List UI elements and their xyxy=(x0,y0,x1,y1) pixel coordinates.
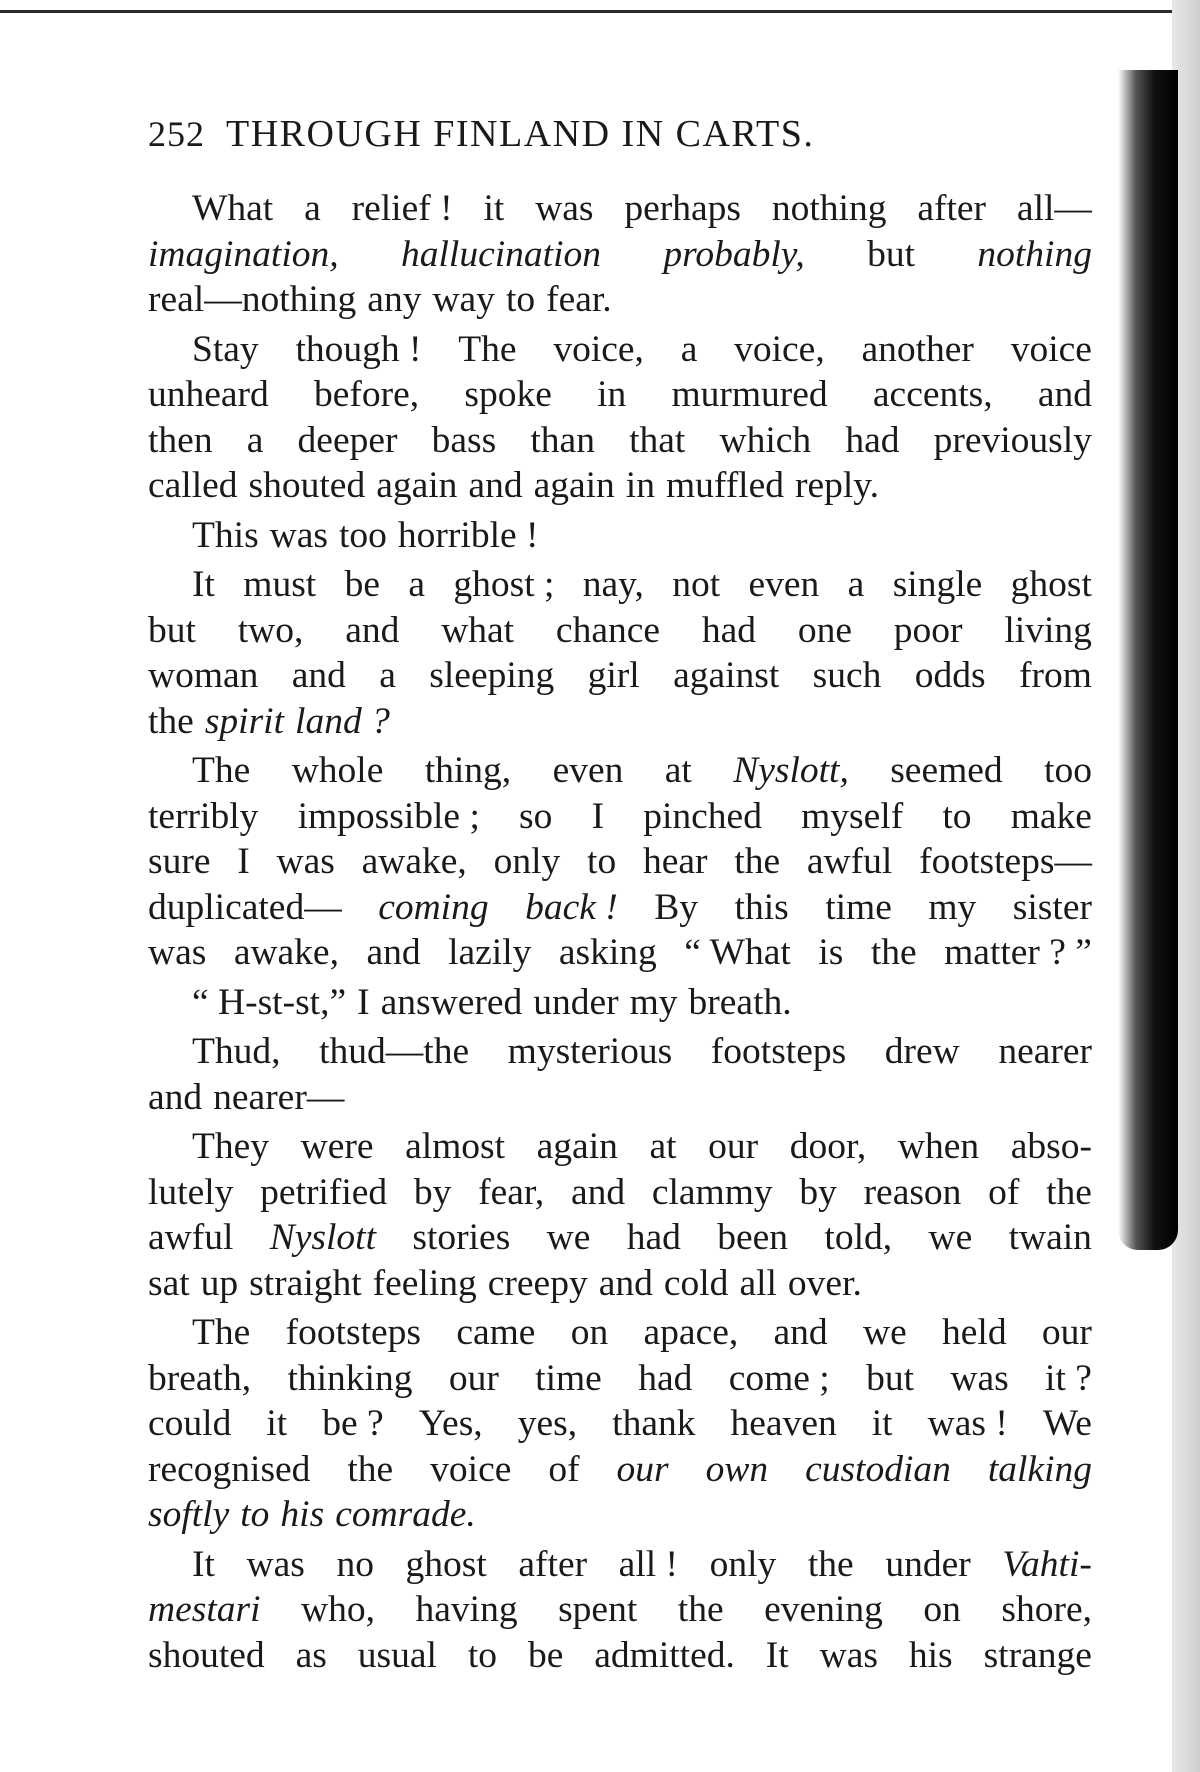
word: was ! xyxy=(927,1403,1008,1444)
word: back ! xyxy=(525,886,618,928)
word: time xyxy=(825,886,892,928)
word: so xyxy=(519,795,553,837)
word: again xyxy=(533,465,615,506)
page-header xyxy=(148,112,1092,172)
word: answered xyxy=(380,981,523,1023)
word: come ; xyxy=(728,1357,830,1399)
word: is xyxy=(818,932,844,973)
word: who, xyxy=(301,1589,375,1630)
word: woman xyxy=(148,655,259,696)
word: sister xyxy=(1012,886,1092,928)
word: They xyxy=(192,1126,270,1167)
word: too xyxy=(339,514,387,556)
text-line xyxy=(148,277,1092,323)
text-line xyxy=(148,1029,1092,1075)
text-line xyxy=(148,1215,1092,1261)
word: Nyslott xyxy=(269,1217,377,1258)
word: perhaps xyxy=(624,188,742,229)
word: The xyxy=(192,750,251,791)
word: twain xyxy=(1008,1217,1092,1258)
word: custodian xyxy=(805,1448,951,1490)
word: to xyxy=(942,795,972,837)
word: as xyxy=(295,1634,327,1676)
word: lutely xyxy=(148,1171,234,1213)
word: sure xyxy=(148,841,211,882)
word: talking xyxy=(987,1448,1092,1490)
word: one xyxy=(797,609,852,651)
word: reply. xyxy=(795,465,879,506)
word: held xyxy=(942,1312,1007,1353)
word: when xyxy=(897,1126,980,1167)
word: sat xyxy=(148,1262,190,1304)
text-line xyxy=(148,1261,1092,1307)
body-text xyxy=(148,186,1092,1678)
word: petrified xyxy=(260,1171,388,1213)
text-line xyxy=(148,699,1092,745)
word: that xyxy=(629,419,686,461)
binding-shadow xyxy=(1118,70,1178,1250)
word: we xyxy=(546,1217,591,1258)
word: The xyxy=(192,1312,251,1353)
word: at xyxy=(664,750,692,791)
word: living xyxy=(1004,609,1092,651)
text-line xyxy=(148,1124,1092,1170)
word: recognised xyxy=(148,1448,311,1490)
word: ghost ; xyxy=(453,564,555,605)
word: not xyxy=(672,564,721,605)
word: was xyxy=(819,1634,878,1676)
word: drew xyxy=(884,1031,960,1072)
word: could xyxy=(148,1403,232,1444)
word: This xyxy=(192,514,259,556)
word: girl xyxy=(587,655,640,696)
word: under xyxy=(885,1543,971,1585)
word: and xyxy=(148,1076,203,1118)
word: mestari xyxy=(148,1589,261,1630)
text-line xyxy=(148,513,1092,559)
word: previously xyxy=(933,419,1092,461)
word: was xyxy=(246,1543,305,1585)
word: in xyxy=(625,465,655,506)
word: to xyxy=(240,1494,270,1535)
word: a xyxy=(304,188,321,229)
word: was xyxy=(276,841,335,882)
word: evening xyxy=(764,1589,883,1630)
word: abso- xyxy=(1010,1126,1092,1167)
text-line xyxy=(148,930,1092,976)
word: whole xyxy=(291,750,384,791)
word: his xyxy=(908,1634,953,1676)
word: voice xyxy=(1010,328,1092,370)
word: the xyxy=(148,700,194,742)
word: nothing xyxy=(977,233,1092,275)
word: all ! xyxy=(618,1543,679,1585)
word: fear. xyxy=(546,279,612,320)
word: duplicated— xyxy=(148,886,342,928)
text-line xyxy=(148,232,1092,278)
word: then xyxy=(148,419,213,461)
word: awful xyxy=(806,841,893,882)
word: spent xyxy=(558,1589,638,1630)
text-line xyxy=(148,1356,1092,1402)
word: chance xyxy=(555,609,660,651)
word: probably, xyxy=(663,233,805,275)
running-head: THROUGH FINLAND IN CARTS. xyxy=(226,113,815,155)
word: thank xyxy=(612,1403,696,1444)
word: a xyxy=(379,655,396,696)
word: under xyxy=(533,981,619,1023)
word: told, xyxy=(824,1217,893,1258)
word: the xyxy=(734,841,781,882)
word: had xyxy=(701,609,756,651)
word: unheard xyxy=(148,374,269,415)
word: must xyxy=(243,564,317,605)
word: reason xyxy=(863,1171,962,1213)
word: only xyxy=(709,1543,777,1585)
word: but xyxy=(867,233,916,275)
word: deeper xyxy=(297,419,398,461)
word: a xyxy=(246,419,264,461)
word: even xyxy=(552,750,624,791)
word: voice xyxy=(430,1448,512,1490)
word: two, xyxy=(237,609,304,651)
word: comrade. xyxy=(335,1494,476,1535)
word: we xyxy=(862,1312,907,1353)
word: imagination, xyxy=(148,233,339,275)
word: was xyxy=(269,514,328,556)
word: be xyxy=(344,564,380,605)
book-page xyxy=(148,112,1092,1678)
word: thinking xyxy=(287,1357,413,1399)
word: on xyxy=(923,1589,961,1630)
page-number: 252 xyxy=(148,114,205,154)
word: Nyslott, xyxy=(733,750,849,791)
word: hallucination xyxy=(401,233,602,275)
word: on xyxy=(570,1312,609,1353)
word: the xyxy=(870,932,917,973)
word: The xyxy=(458,328,517,370)
word: after xyxy=(917,188,987,229)
word: poor xyxy=(893,609,963,651)
word: I xyxy=(591,795,605,837)
word: nearer xyxy=(998,1031,1092,1072)
word: voice, xyxy=(734,328,825,370)
word: yes, xyxy=(517,1403,578,1444)
word: shore, xyxy=(1001,1589,1092,1630)
word: be ? xyxy=(322,1403,384,1444)
word: all xyxy=(739,1262,777,1304)
word: creepy xyxy=(487,1262,588,1304)
word: I xyxy=(237,841,250,882)
word: seemed xyxy=(890,750,1003,791)
word: It xyxy=(192,1543,215,1585)
word: Yes, xyxy=(418,1403,483,1444)
word: pinched xyxy=(643,795,762,837)
word: clammy xyxy=(651,1171,773,1213)
word: fear, xyxy=(478,1171,545,1213)
word: heaven xyxy=(730,1403,837,1444)
word: and xyxy=(773,1312,828,1353)
word: up xyxy=(200,1262,239,1304)
word: our xyxy=(1041,1312,1092,1353)
word: his xyxy=(280,1494,325,1535)
top-rule xyxy=(0,10,1200,13)
word: Vahti- xyxy=(1002,1543,1092,1585)
word: and xyxy=(1037,374,1092,415)
word: mysterious xyxy=(507,1031,673,1072)
word: muffled xyxy=(665,465,784,506)
word: had xyxy=(626,1217,681,1258)
text-line xyxy=(148,1170,1092,1216)
text-line xyxy=(148,562,1092,608)
word: though ! xyxy=(295,328,422,370)
text-line xyxy=(148,1075,1092,1121)
word: over. xyxy=(787,1262,862,1304)
word: accents, xyxy=(872,374,993,415)
word: by xyxy=(413,1171,452,1213)
word: been xyxy=(717,1217,789,1258)
word: usual xyxy=(357,1634,437,1676)
text-line xyxy=(148,418,1092,464)
text-line xyxy=(148,1587,1092,1633)
word: ghost xyxy=(405,1543,487,1585)
word: of xyxy=(548,1448,580,1490)
word: footsteps— xyxy=(919,841,1092,882)
word: awake, xyxy=(361,841,467,882)
word: my xyxy=(928,886,977,928)
word: bass xyxy=(431,419,497,461)
word: horrible ! xyxy=(397,514,539,556)
word: I xyxy=(357,981,370,1023)
word: spirit xyxy=(204,700,285,742)
text-line xyxy=(148,794,1092,840)
word: our xyxy=(448,1357,499,1399)
text-line xyxy=(148,1401,1092,1447)
word: a xyxy=(847,564,865,605)
word: admitted. xyxy=(594,1634,735,1676)
word: it xyxy=(483,188,505,229)
word: What xyxy=(192,188,274,229)
text-line xyxy=(148,885,1092,931)
word: voice, xyxy=(553,328,644,370)
word: nearer— xyxy=(213,1076,345,1118)
word: and xyxy=(345,609,400,651)
word: own xyxy=(705,1448,769,1490)
word: having xyxy=(415,1589,518,1630)
word: breath. xyxy=(688,981,792,1023)
word: in xyxy=(597,374,627,415)
word: matter ? ” xyxy=(944,932,1092,973)
word: again xyxy=(376,465,458,506)
word: nay, xyxy=(582,564,644,605)
word: It xyxy=(192,564,215,605)
word: too xyxy=(1044,750,1092,791)
text-line xyxy=(148,653,1092,699)
word: from xyxy=(1018,655,1092,696)
word: against xyxy=(673,655,780,696)
word: again xyxy=(536,1126,618,1167)
word: it ? xyxy=(1045,1357,1092,1399)
word: shouted xyxy=(248,465,366,506)
word: Thud, xyxy=(192,1031,281,1072)
word: stories xyxy=(412,1217,511,1258)
word: impossible ; xyxy=(297,795,480,837)
word: was xyxy=(950,1357,1009,1399)
text-line xyxy=(148,1447,1092,1493)
word: had xyxy=(638,1357,693,1399)
word: spoke xyxy=(464,374,552,415)
word: and xyxy=(291,655,346,696)
word: coming xyxy=(378,886,489,928)
word: all— xyxy=(1016,188,1092,229)
word: terribly xyxy=(148,795,259,837)
word: no xyxy=(336,1543,374,1585)
word: “ What xyxy=(684,932,791,973)
word: after xyxy=(518,1543,588,1585)
word: to xyxy=(587,841,617,882)
word: our xyxy=(616,1448,669,1490)
word: cold xyxy=(663,1262,729,1304)
word: the xyxy=(347,1448,394,1490)
word: to xyxy=(467,1634,498,1676)
word: a xyxy=(680,328,698,370)
word: shouted xyxy=(148,1634,265,1676)
word: this xyxy=(734,886,789,928)
word: make xyxy=(1010,795,1092,837)
word: single xyxy=(892,564,983,605)
text-line xyxy=(148,839,1092,885)
word: called xyxy=(148,465,238,506)
word: ghost xyxy=(1010,564,1092,605)
word: lazily xyxy=(448,932,532,973)
word: it xyxy=(871,1403,893,1444)
word: and xyxy=(366,932,421,973)
word: awake, xyxy=(233,932,339,973)
word: By xyxy=(654,886,699,928)
word: feeling xyxy=(372,1262,477,1304)
word: “ H-st-st,” xyxy=(192,981,347,1023)
text-line xyxy=(148,748,1092,794)
word: which xyxy=(719,419,812,461)
text-line xyxy=(148,1542,1092,1588)
word: a xyxy=(408,564,425,605)
text-line xyxy=(148,327,1092,373)
word: We xyxy=(1042,1403,1092,1444)
word: odds xyxy=(914,655,986,696)
word: footsteps xyxy=(285,1312,422,1353)
word: before, xyxy=(314,374,420,415)
word: real—nothing xyxy=(148,279,357,320)
text-line xyxy=(148,463,1092,509)
word: awful xyxy=(148,1217,234,1258)
text-line xyxy=(148,186,1092,232)
word: by xyxy=(799,1171,837,1213)
word: softly xyxy=(148,1494,230,1535)
text-line xyxy=(148,372,1092,418)
word: myself xyxy=(801,795,904,837)
word: sleeping xyxy=(429,655,555,696)
word: we xyxy=(928,1217,973,1258)
word: only xyxy=(493,841,561,882)
word: any xyxy=(367,279,422,320)
word: nothing xyxy=(771,188,887,229)
text-line xyxy=(148,1492,1092,1538)
text-line xyxy=(148,1633,1092,1679)
word: such xyxy=(812,655,882,696)
word: our xyxy=(708,1126,759,1167)
word: thud—the xyxy=(319,1031,470,1072)
text-line xyxy=(148,980,1092,1026)
word: breath, xyxy=(148,1357,252,1399)
word: way xyxy=(432,279,495,320)
word: be xyxy=(527,1634,564,1676)
word: and xyxy=(570,1171,626,1213)
word: even xyxy=(748,564,820,605)
word: but xyxy=(148,609,196,651)
word: had xyxy=(845,419,900,461)
word: relief ! xyxy=(351,188,453,229)
word: was xyxy=(148,932,207,973)
word: murmured xyxy=(671,374,828,415)
text-line xyxy=(148,608,1092,654)
word: door, xyxy=(789,1126,867,1167)
word: hear xyxy=(642,841,708,882)
word: was xyxy=(535,188,594,229)
word: than xyxy=(530,419,595,461)
word: straight xyxy=(249,1262,362,1304)
word: of xyxy=(988,1171,1020,1213)
word: the xyxy=(677,1589,724,1630)
word: strange xyxy=(983,1634,1092,1676)
word: the xyxy=(1046,1171,1092,1213)
word: It xyxy=(765,1634,789,1676)
word: almost xyxy=(405,1126,506,1167)
word: and xyxy=(468,465,523,506)
word: thing, xyxy=(424,750,512,791)
word: Stay xyxy=(192,328,259,370)
word: asking xyxy=(558,932,657,973)
word: the xyxy=(807,1543,854,1585)
word: but xyxy=(866,1357,914,1399)
word: were xyxy=(300,1126,374,1167)
word: at xyxy=(649,1126,677,1167)
word: my xyxy=(629,981,678,1023)
word: it xyxy=(266,1403,288,1444)
word: came xyxy=(456,1312,536,1353)
word: to xyxy=(505,279,536,320)
word: land ? xyxy=(295,700,390,742)
word: time xyxy=(535,1357,602,1399)
word: and xyxy=(598,1262,653,1304)
word: apace, xyxy=(643,1312,739,1353)
word: another xyxy=(861,328,974,370)
word: footsteps xyxy=(710,1031,847,1072)
text-line xyxy=(148,1310,1092,1356)
word: what xyxy=(441,609,515,651)
